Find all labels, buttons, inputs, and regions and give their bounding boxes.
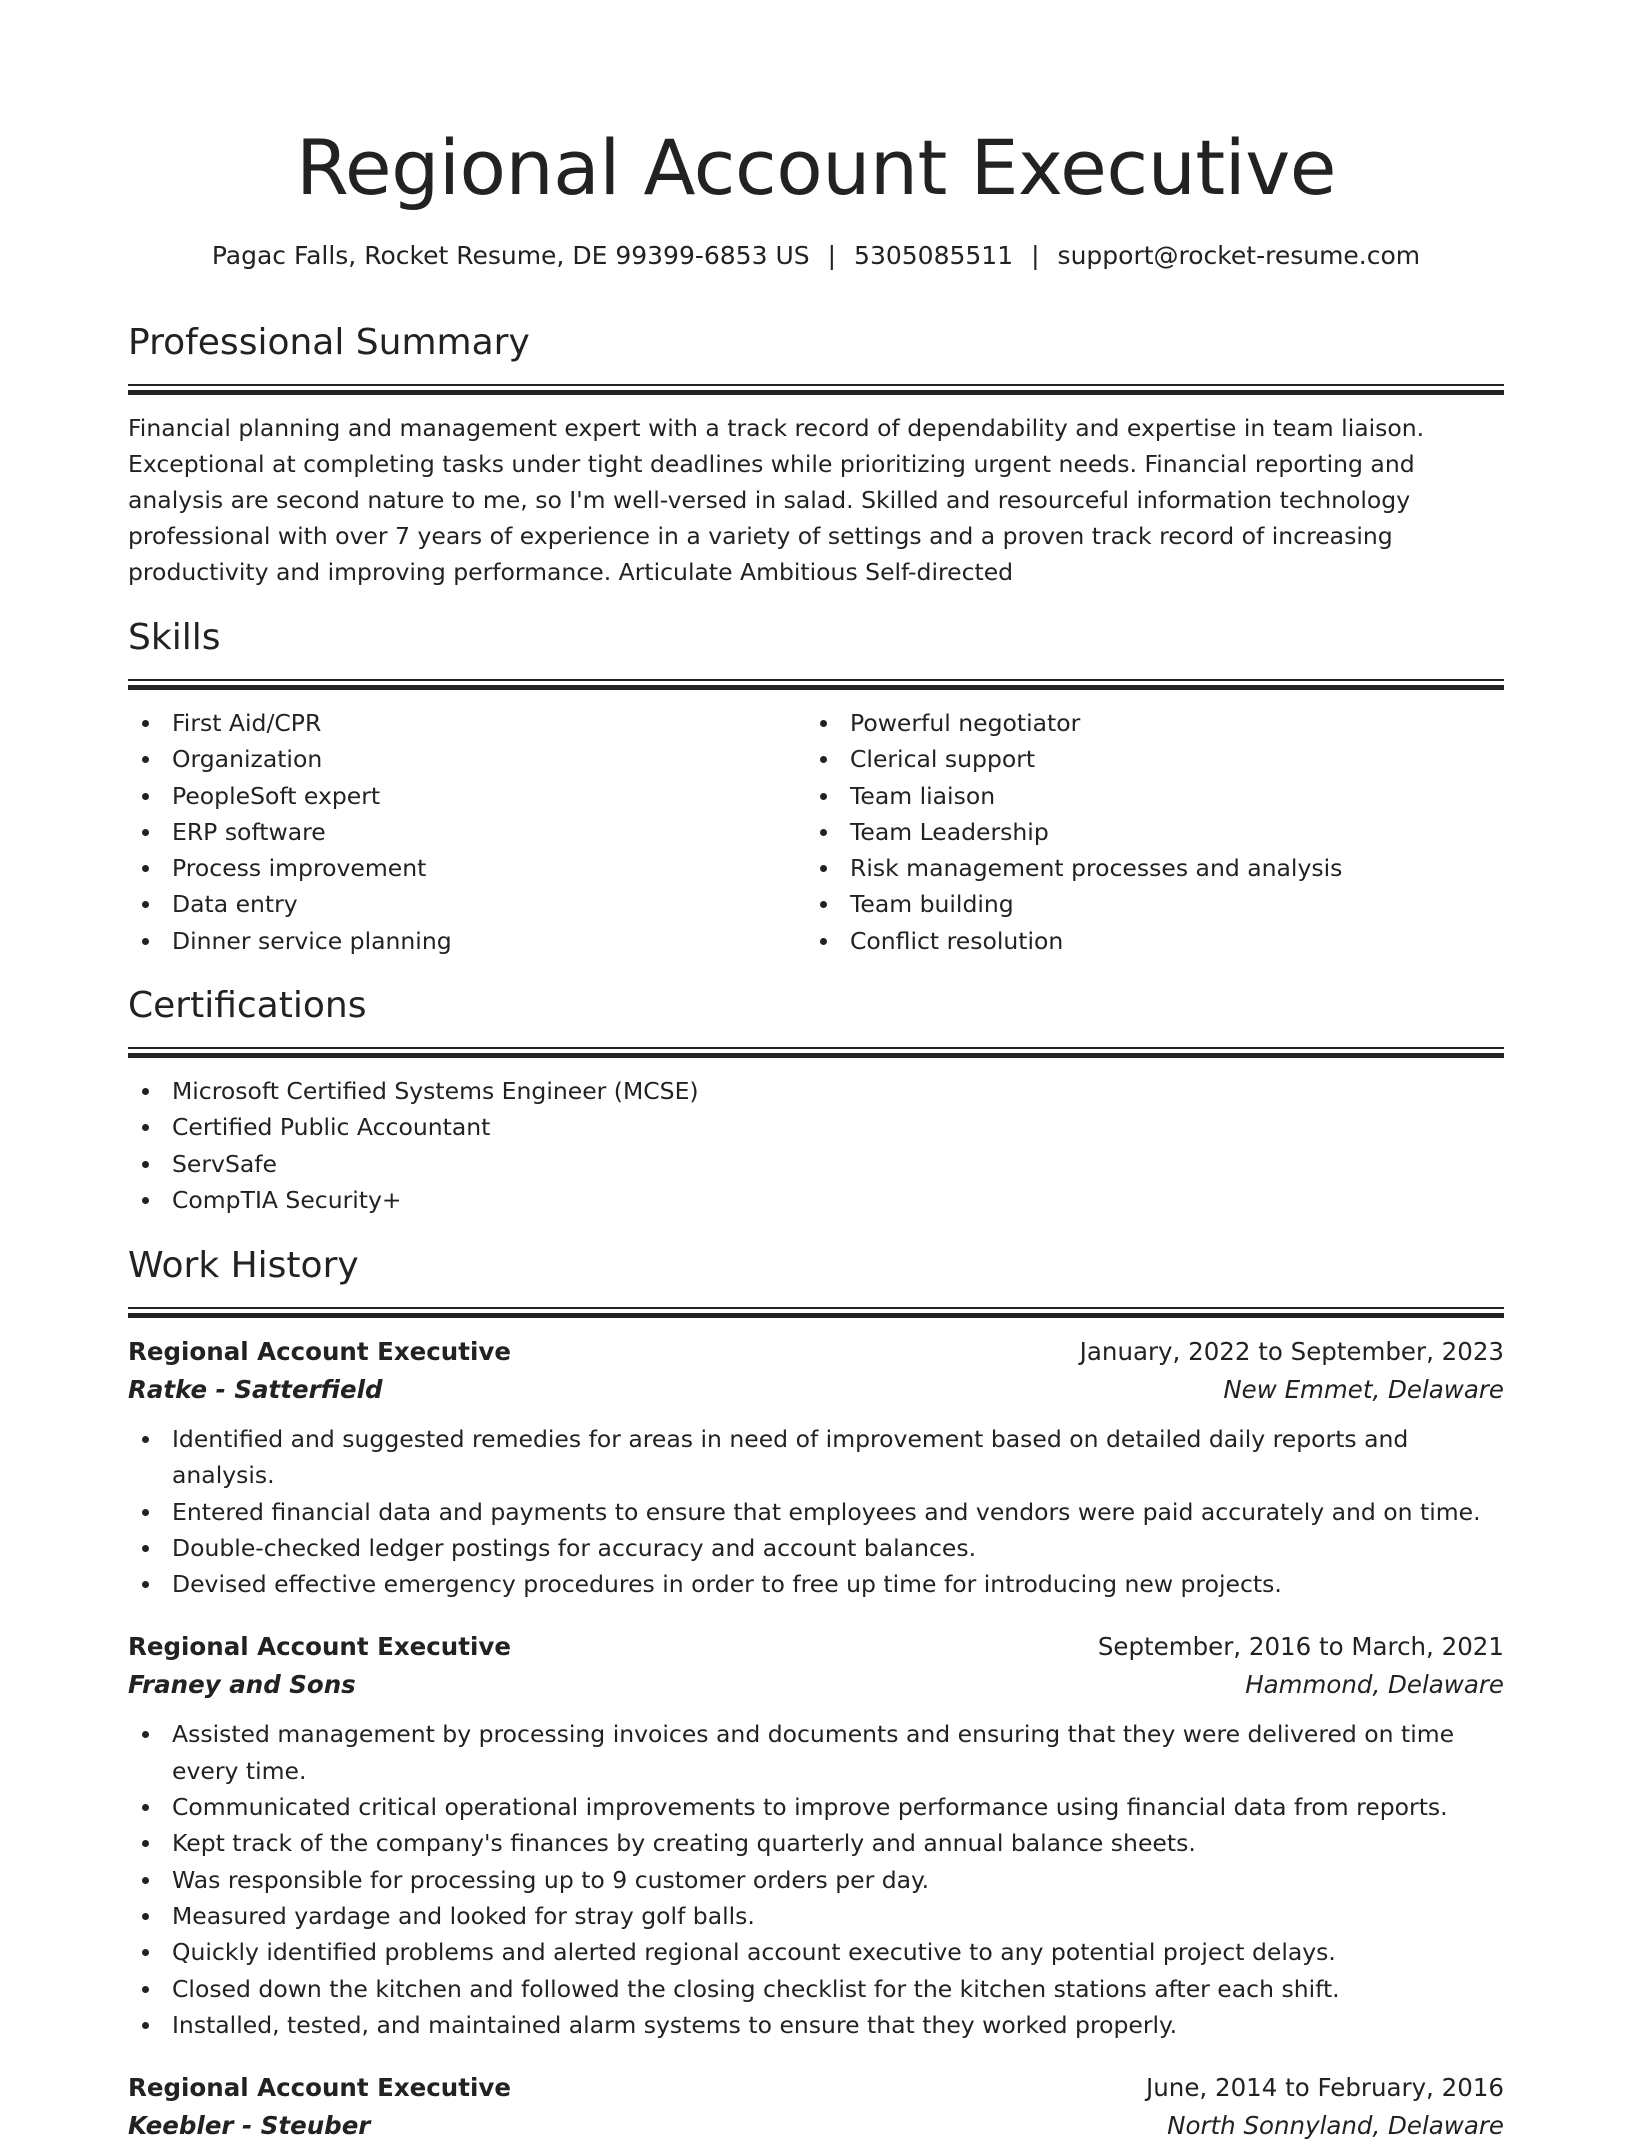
job-duty: Double-checked ledger postings for accuracy and account balances. bbox=[128, 1530, 1504, 1566]
certifications-heading: Certifications bbox=[128, 985, 367, 1026]
skill-item: Team Leadership bbox=[806, 814, 1484, 850]
contact-line bbox=[128, 238, 1504, 274]
job-dates: January, 2022 to September, 2023 bbox=[1079, 1337, 1504, 1366]
job-duty: Installed, tested, and maintained alarm systems to ensure that they worked properly. bbox=[128, 2007, 1504, 2043]
resume-title: Regional Account Executive bbox=[295, 123, 1337, 212]
contact-phone: 5305085511 bbox=[854, 241, 1014, 270]
section-divider bbox=[128, 384, 1504, 396]
job-header bbox=[128, 1333, 1504, 1371]
summary-heading: Professional Summary bbox=[128, 322, 530, 363]
job-location: Hammond, Delaware bbox=[1245, 1670, 1504, 1700]
skill-item: Risk management processes and analysis bbox=[806, 850, 1484, 886]
certification-item: Certified Public Accountant bbox=[128, 1109, 1504, 1145]
job-duty: Closed down the kitchen and followed the closing checklist for the kitchen stations after each shift. bbox=[128, 1971, 1504, 2007]
job-company: Keebler - Steuber bbox=[128, 2111, 371, 2141]
skill-item: Process improvement bbox=[128, 850, 806, 886]
job-duty: Quickly identified problems and alerted regional account executive to any potential project delays. bbox=[128, 1934, 1504, 1970]
job-entry bbox=[128, 1333, 1504, 1602]
skill-item: Team building bbox=[806, 886, 1484, 922]
summary-section bbox=[128, 318, 1504, 590]
skills-section bbox=[128, 613, 1504, 959]
skill-item: PeopleSoft expert bbox=[128, 778, 806, 814]
job-location: New Emmet, Delaware bbox=[1223, 1375, 1504, 1404]
skill-item: Conflict resolution bbox=[806, 923, 1484, 959]
job-duty: Identified and suggested remedies for areas in need of improvement based on detailed daily reports and analysis. bbox=[128, 1421, 1504, 1494]
job-duty: Measured yardage and looked for stray golf balls. bbox=[128, 1898, 1504, 1934]
job-company: Franey and Sons bbox=[128, 1670, 356, 1700]
skills-right-list bbox=[806, 705, 1484, 959]
skill-item: Clerical support bbox=[806, 741, 1484, 777]
certification-item: CompTIA Security+ bbox=[128, 1182, 1504, 1218]
contact-separator: | bbox=[827, 241, 837, 270]
job-entry bbox=[128, 1628, 1504, 2043]
section-divider bbox=[128, 1307, 1504, 1319]
skill-item: Dinner service planning bbox=[128, 923, 806, 959]
job-title: Regional Account Executive bbox=[128, 1632, 511, 1662]
job-entry bbox=[128, 2069, 1504, 2145]
job-header bbox=[128, 1628, 1504, 1666]
contact-address: Pagac Falls, Rocket Resume, DE 99399-6853 US bbox=[211, 241, 810, 270]
skills-columns bbox=[128, 691, 1504, 959]
certifications-section bbox=[128, 981, 1504, 1218]
job-duties-list bbox=[128, 1421, 1504, 1602]
skill-item: First Aid/CPR bbox=[128, 705, 806, 741]
job-duty: Devised effective emergency procedures in order to free up time for introducing new projects. bbox=[128, 1566, 1504, 1602]
skill-item: Organization bbox=[128, 741, 806, 777]
skill-item: Data entry bbox=[128, 886, 806, 922]
job-duty: Was responsible for processing up to 9 customer orders per day. bbox=[128, 1862, 1504, 1898]
job-dates: September, 2016 to March, 2021 bbox=[1097, 1632, 1504, 1662]
summary-text: Financial planning and management expert with a track record of dependability and expertise in team liaison. Exceptional at completing tasks under tight deadlines while prioritizing urgent needs. Financial reporting and analysis are second nature to me, so I'm well-versed in salad. Skilled and resourceful information technology professional with over 7 years of experience in a variety of settings and a proven track record of increasing productivity and improving performance. Articulate Ambitious Self-directed bbox=[128, 414, 1425, 586]
job-subheader bbox=[128, 1666, 1504, 1704]
contact-email: support@rocket-resume.com bbox=[1057, 241, 1421, 270]
work-history-heading: Work History bbox=[128, 1245, 359, 1286]
work-history-section bbox=[128, 1241, 1504, 2145]
job-duty: Entered financial data and payments to ensure that employees and vendors were paid accurately and on time. bbox=[128, 1494, 1504, 1530]
certification-item: Microsoft Certified Systems Engineer (MCSE) bbox=[128, 1073, 1504, 1109]
certifications-list bbox=[128, 1073, 1504, 1218]
job-company: Ratke - Satterfield bbox=[128, 1375, 383, 1404]
skills-left-list bbox=[128, 705, 806, 959]
job-title: Regional Account Executive bbox=[128, 2073, 511, 2103]
skill-item: Team liaison bbox=[806, 778, 1484, 814]
job-duty: Assisted management by processing invoices and documents and ensuring that they were delivered on time every time. bbox=[128, 1716, 1504, 1789]
skill-item: ERP software bbox=[128, 814, 806, 850]
skills-heading: Skills bbox=[128, 617, 221, 658]
contact-separator: | bbox=[1031, 241, 1040, 270]
section-divider bbox=[128, 679, 1504, 691]
section-divider bbox=[128, 1047, 1504, 1059]
job-location: North Sonnyland, Delaware bbox=[1167, 2111, 1504, 2141]
skill-item: Powerful negotiator bbox=[806, 705, 1484, 741]
job-subheader bbox=[128, 1371, 1504, 1409]
job-header bbox=[128, 2069, 1504, 2107]
job-duty: Kept track of the company's finances by creating quarterly and annual balance sheets. bbox=[128, 1825, 1504, 1861]
certification-item: ServSafe bbox=[128, 1146, 1504, 1182]
job-subheader bbox=[128, 2107, 1504, 2145]
job-title: Regional Account Executive bbox=[128, 1337, 511, 1366]
job-duties-list bbox=[128, 1716, 1504, 2043]
job-dates: June, 2014 to February, 2016 bbox=[1146, 2073, 1504, 2103]
job-duty: Communicated critical operational improvements to improve performance using financial data from reports. bbox=[128, 1789, 1504, 1825]
